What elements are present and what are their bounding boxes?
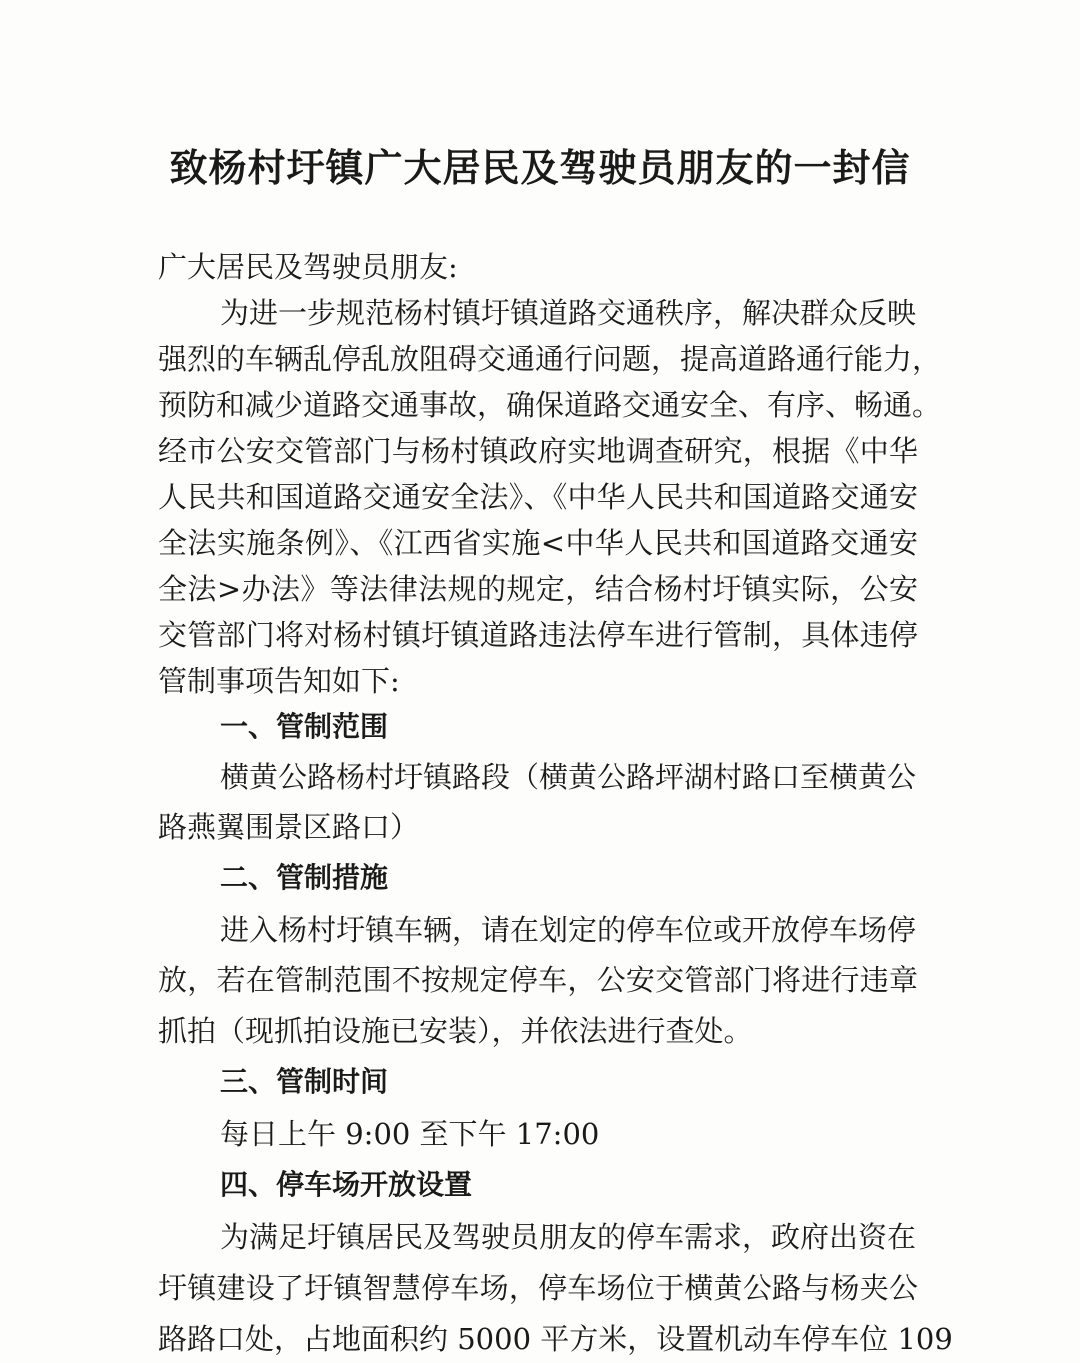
section-line: 每日上午 9:00 至下午 17:00 [220, 1117, 600, 1151]
section-line: 圩镇建设了圩镇智慧停车场，停车场位于横黄公路与杨夹公 [158, 1271, 918, 1305]
section-line: 路燕翼围景区路口） [158, 810, 420, 844]
intro-line: 为进一步规范杨村镇圩镇道路交通秩序，解决群众反映 [220, 296, 917, 330]
section-heading: 一、管制范围 [220, 710, 389, 743]
intro-line: 全法实施条例》、《江西省实施<中华人民共和国道路交通安 [158, 526, 918, 560]
section-line: 为满足圩镇居民及驾驶员朋友的停车需求，政府出资在 [220, 1220, 917, 1254]
intro-line: 交管部门将对杨村镇圩镇道路违法停车进行管制，具体违停 [158, 618, 918, 652]
section-line: 放，若在管制范围不按规定停车，公安交管部门将进行违章 [158, 963, 918, 997]
intro-line: 人民共和国道路交通安全法》、《中华人民共和国道路交通安 [158, 480, 918, 514]
section-heading: 二、管制措施 [220, 861, 389, 894]
section-heading: 三、管制时间 [220, 1065, 389, 1098]
intro-line: 强烈的车辆乱停乱放阻碍交通通行问题，提高道路通行能力， [158, 342, 942, 376]
document-title: 致杨村圩镇广大居民及驾驶员朋友的一封信 [169, 145, 911, 190]
intro-line: 经市公安交管部门与杨村镇政府实地调查研究，根据《中华 [158, 434, 918, 468]
section-line: 抓拍（现抓拍设施已安装），并依法进行查处。 [158, 1014, 753, 1048]
intro-line: 管制事项告知如下: [158, 664, 400, 698]
salutation: 广大居民及驾驶员朋友: [158, 250, 458, 284]
section-heading: 四、停车场开放设置 [220, 1168, 473, 1201]
intro-line: 全法>办法》等法律法规的规定，结合杨村圩镇实际，公安 [158, 572, 918, 606]
intro-line: 预防和减少道路交通事故，确保道路交通安全、有序、畅通。 [158, 388, 942, 422]
section-line: 路路口处，占地面积约 5000 平方米，设置机动车停车位 109 [158, 1322, 953, 1356]
section-line: 横黄公路杨村圩镇路段（横黄公路坪湖村路口至横黄公 [220, 760, 917, 794]
section-line: 进入杨村圩镇车辆，请在划定的停车位或开放停车场停 [220, 913, 917, 947]
